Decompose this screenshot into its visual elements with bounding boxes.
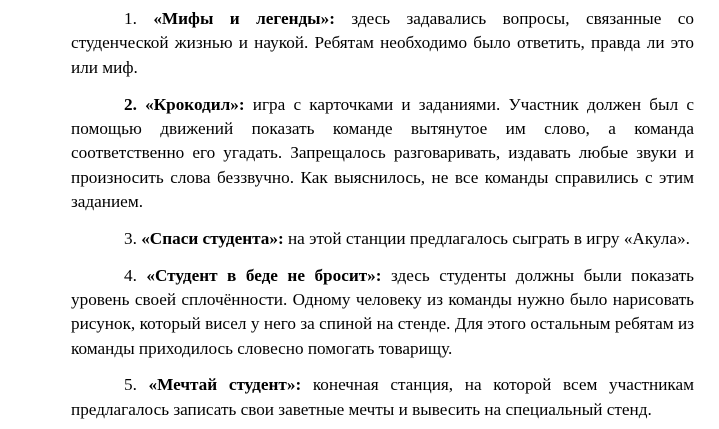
item-description: на этой станции предлагалось сыграть в игру «Акула». — [283, 228, 690, 248]
item-description: здесь задавались вопросы, связанные со студенческой жизнью и наукой. Ребятам необходимо было ответить, правда ли это или миф. — [71, 9, 695, 77]
list-item-2 — [71, 93, 694, 215]
list-item-3 — [71, 227, 694, 251]
item-number: 2. — [124, 94, 146, 114]
item-number: 1. — [124, 9, 154, 28]
item-title: «Спаси студента»: — [141, 228, 284, 248]
item-description: здесь студенты должны были показать уровень своей сплочённости. Одному человеку из команды нужно было нарисовать рисунок, который висел у него за спиной на стенде. Для этого остальным ребятам из команды приходилось словесно помогать товарищу. — [71, 265, 694, 358]
list-item-4 — [71, 264, 694, 362]
item-description: игра с карточками и заданиями. Участник должен был с помощью движений показать команде вытянутое им слово, а команда соответственно его угадать. Запрещалось разговаривать, издавать любые звуки и произносить слова беззвучно. Как выяснилось, не все команды справились с этим заданием. — [71, 94, 694, 212]
list-item-5 — [71, 373, 694, 422]
item-description: конечная станция, на которой всем участникам предлагалось записать свои заветные мечты и вывесить на специальный стенд. — [71, 375, 694, 419]
item-number: 4. — [124, 265, 147, 285]
item-title: «Студент в беде не бросит»: — [146, 265, 382, 285]
item-title: «Мифы и легенды»: — [153, 9, 335, 28]
list-item-1 — [71, 0, 694, 80]
item-title: «Крокодил»: — [145, 94, 245, 114]
item-number: 3. — [124, 228, 142, 248]
item-title: «Мечтай студент»: — [148, 375, 302, 395]
document-body — [71, 0, 694, 422]
item-number: 5. — [124, 375, 149, 395]
